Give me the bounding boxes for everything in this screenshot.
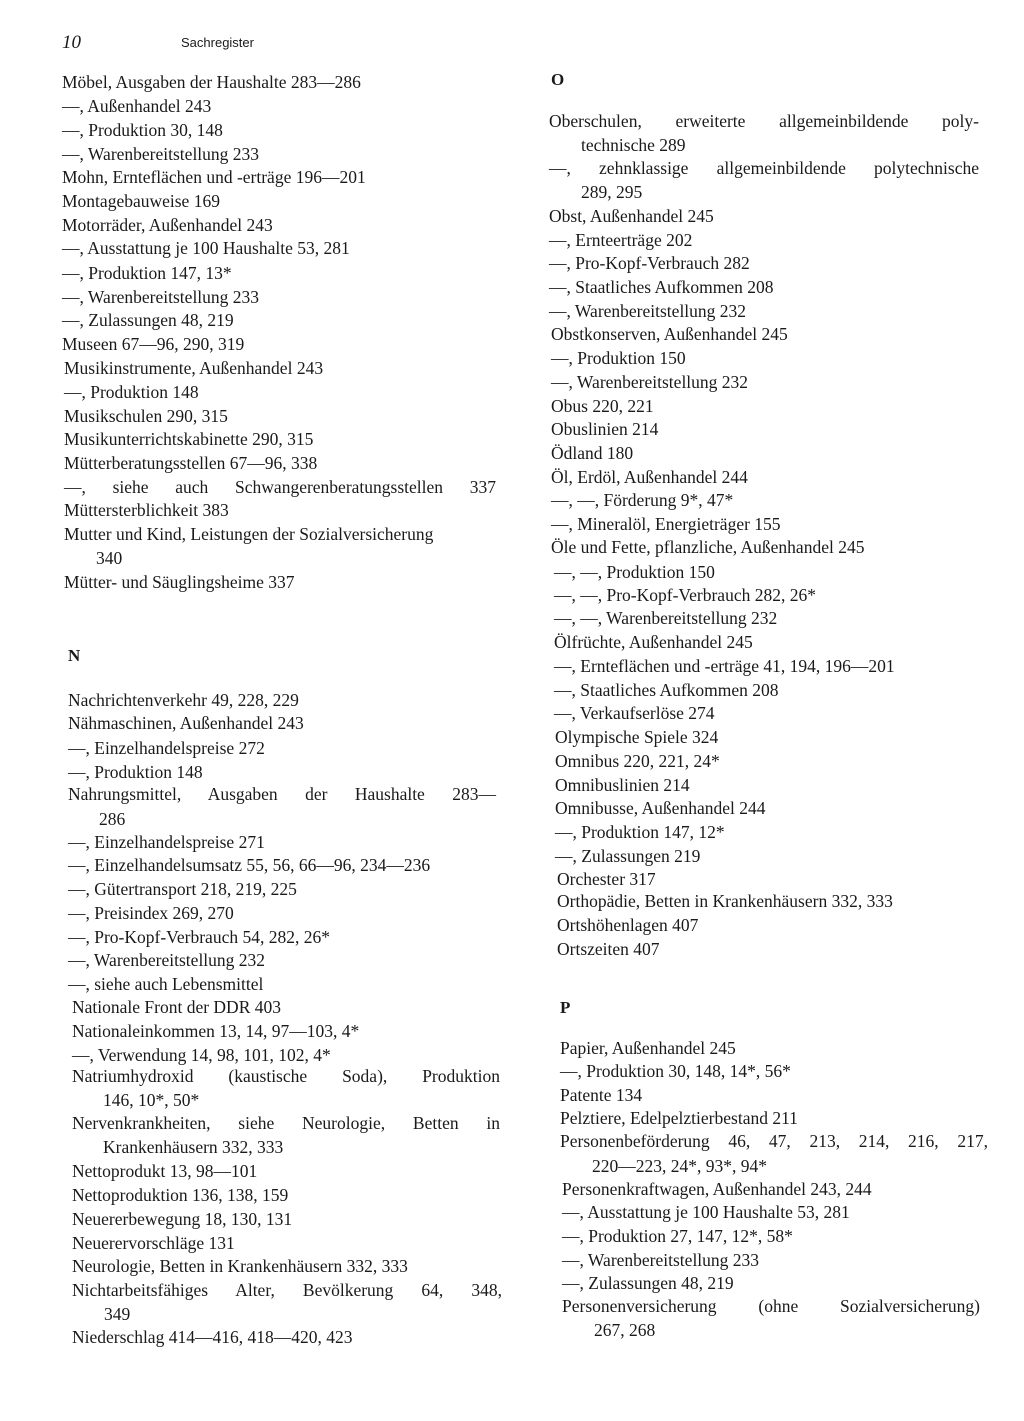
index-entry: —, Warenbereitstellung 232 [68,950,266,970]
section-letter: O [551,70,565,89]
index-entry: 267, 268 [594,1320,656,1340]
index-entry: —, —, Warenbereitstellung 232 [554,608,778,628]
index-entry: 220—223, 24*, 93*, 94* [592,1156,767,1176]
index-entry: —, Zulassungen 48, 219 [562,1273,734,1293]
index-entry: Neuerervorschläge 131 [72,1233,235,1253]
section-letter: P [560,998,571,1017]
index-entry: Musikunterrichtskabinette 290, 315 [64,429,314,449]
index-entry: Nichtarbeitsfähiges Alter, Bevölkerung 64, 348, [72,1280,502,1300]
index-entry: —, Ernteflächen und -erträge 41, 194, 196—201 [554,656,895,676]
index-entry: —, Produktion 148 [64,382,199,402]
index-entry: Motorräder, Außenhandel 243 [62,215,273,235]
index-entry: Orthopädie, Betten in Krankenhäusern 332, 333 [557,891,893,911]
index-entry: —, Produktion 147, 12* [555,822,725,842]
index-entry: Nettoprodukt 13, 98—101 [72,1161,258,1181]
index-entry: —, Produktion 27, 147, 12*, 58* [562,1226,793,1246]
index-entry: —, —, Pro-Kopf-Verbrauch 282, 26* [554,585,816,605]
index-entry: —, Einzelhandelspreise 272 [68,738,265,758]
index-entry: Omnibus 220, 221, 24* [555,751,720,771]
index-entry: —, —, Förderung 9*, 47* [551,490,734,510]
index-entry: Mütter- und Säuglingsheime 337 [64,572,295,592]
index-entry: Montagebauweise 169 [62,191,220,211]
index-entry: —, —, Produktion 150 [554,562,715,582]
index-entry: —, Mineralöl, Energieträger 155 [551,514,781,534]
index-entry: —, siehe auch Schwangerenberatungsstellen 337 [64,477,496,497]
index-entry: —, zehnklassige allgemeinbildende polytechnische [549,158,979,178]
index-entry: —, Warenbereitstellung 232 [549,301,747,321]
index-entry: 146, 10*, 50* [103,1090,200,1110]
index-entry: —, Produktion 147, 13* [62,263,232,283]
index-entry: —, Produktion 30, 148 [62,120,223,140]
index-entry: Neurologie, Betten in Krankenhäusern 332, 333 [72,1256,408,1276]
index-entry: —, Gütertransport 218, 219, 225 [68,879,297,899]
index-entry: —, Staatliches Aufkommen 208 [554,680,779,700]
index-entry: Pelztiere, Edelpelztierbestand 211 [560,1108,798,1128]
index-entry: Nahrungsmittel, Ausgaben der Haushalte 283— [68,784,496,804]
index-entry: Mütterberatungsstellen 67—96, 338 [64,453,318,473]
index-entry: Omnibuslinien 214 [555,775,690,795]
index-entry: 286 [99,809,126,829]
index-entry: Müttersterblichkeit 383 [64,500,229,520]
index-entry: Krankenhäusern 332, 333 [103,1137,284,1157]
index-entry: Nationaleinkommen 13, 14, 97—103, 4* [72,1021,360,1041]
index-entry: Museen 67—96, 290, 319 [62,334,245,354]
index-entry: —, Einzelhandelspreise 271 [68,832,265,852]
index-entry: Nervenkrankheiten, siehe Neurologie, Betten in [72,1113,500,1133]
index-entry: —, Produktion 30, 148, 14*, 56* [560,1061,791,1081]
index-entry: —, Warenbereitstellung 233 [62,144,260,164]
section-letter: N [68,646,81,665]
index-entry: —, Zulassungen 219 [555,846,701,866]
index-entry: Papier, Außenhandel 245 [560,1038,736,1058]
index-entry: Obst, Außenhandel 245 [549,206,714,226]
page-number: 10 [62,32,81,53]
index-entry: —, Staatliches Aufkommen 208 [549,277,774,297]
index-entry: —, Warenbereitstellung 232 [551,372,749,392]
index-entry: —, Verwendung 14, 98, 101, 102, 4* [72,1045,331,1065]
index-entry: Öl, Erdöl, Außenhandel 244 [551,467,748,487]
index-entry: —, Warenbereitstellung 233 [562,1250,760,1270]
index-entry: —, Verkaufserlöse 274 [554,703,715,723]
index-entry: —, Produktion 150 [551,348,686,368]
index-entry: Nachrichtenverkehr 49, 228, 229 [68,690,299,710]
index-entry: Oberschulen, erweiterte allgemeinbildende poly- [549,111,979,131]
index-entry: —, Ausstattung je 100 Haushalte 53, 281 [62,238,350,258]
index-entry: Personenbeförderung 46, 47, 213, 214, 216, 217, [560,1131,988,1151]
index-entry: Personenkraftwagen, Außenhandel 243, 244 [562,1179,872,1199]
index-entry: Omnibusse, Außenhandel 244 [555,798,766,818]
index-entry: Mohn, Ernteflächen und -erträge 196—201 [62,167,366,187]
index-entry: Obus 220, 221 [551,396,654,416]
index-entry: Patente 134 [560,1085,643,1105]
index-entry: Ödland 180 [551,443,634,463]
index-entry: Musikinstrumente, Außenhandel 243 [64,358,324,378]
index-entry: Niederschlag 414—416, 418—420, 423 [72,1327,353,1347]
running-title: Sachregister [181,35,254,50]
index-entry: Obstkonserven, Außenhandel 245 [551,324,788,344]
index-entry: —, Produktion 148 [68,762,203,782]
index-entry: —, siehe auch Lebensmittel [68,974,264,994]
index-entry: Möbel, Ausgaben der Haushalte 283—286 [62,72,361,92]
index-entry: —, Pro-Kopf-Verbrauch 54, 282, 26* [68,927,330,947]
index-entry: Ölfrüchte, Außenhandel 245 [554,632,753,652]
index-entry: Orchester 317 [557,869,656,889]
index-entry: Personenversicherung (ohne Sozialversicherung) [562,1296,980,1316]
index-entry: —, Warenbereitstellung 233 [62,287,260,307]
index-entry: Olympische Spiele 324 [555,727,719,747]
index-entry: Neuererbewegung 18, 130, 131 [72,1209,293,1229]
index-entry: Ortszeiten 407 [557,939,660,959]
index-entry: Obuslinien 214 [551,419,659,439]
index-entry: —, Außenhandel 243 [62,96,212,116]
index-entry: —, Ernteerträge 202 [549,230,693,250]
index-entry: Mutter und Kind, Leistungen der Sozialversicherung [64,524,434,544]
index-entry: —, Einzelhandelsumsatz 55, 56, 66—96, 234—236 [68,855,431,875]
index-entry: —, Preisindex 269, 270 [68,903,234,923]
index-entry: 289, 295 [581,182,643,202]
index-entry: Nähmaschinen, Außenhandel 243 [68,713,304,733]
index-entry: Musikschulen 290, 315 [64,406,228,426]
index-entry: Natriumhydroxid (kaustische Soda), Produktion [72,1066,500,1086]
index-entry: —, Zulassungen 48, 219 [62,310,234,330]
index-entry: Öle und Fette, pflanzliche, Außenhandel 245 [551,537,865,557]
index-entry: Ortshöhenlagen 407 [557,915,699,935]
index-entry: 340 [96,548,123,568]
index-entry: technische 289 [581,135,686,155]
index-entry: —, Ausstattung je 100 Haushalte 53, 281 [562,1202,850,1222]
index-entry: Nettoproduktion 136, 138, 159 [72,1185,289,1205]
index-entry: —, Pro-Kopf-Verbrauch 282 [549,253,750,273]
index-entry: Nationale Front der DDR 403 [72,997,281,1017]
index-entry: 349 [104,1304,131,1324]
